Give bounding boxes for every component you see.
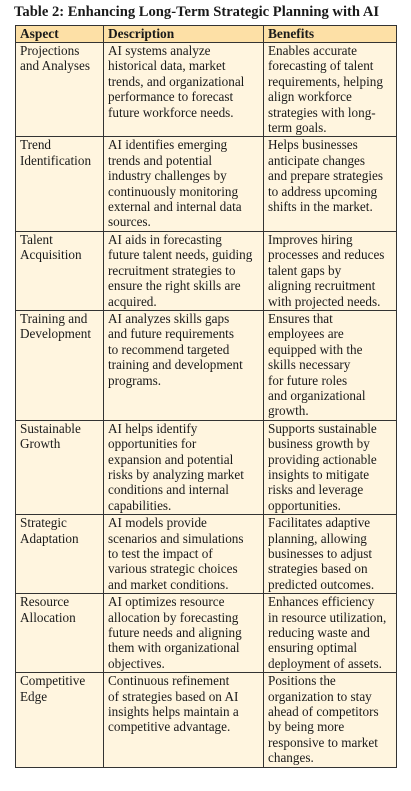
aspect-text: Talent Acquisition xyxy=(20,231,82,263)
benefits-text: Improves hiring processes and reduces talent gaps by aligning recruitment with projected needs. xyxy=(268,231,385,309)
benefits-text: Positions the organization to stay ahead of competitors by being more responsive to market changes. xyxy=(268,673,379,766)
benefits-text: Helps businesses anticipate changes and prepare strategies to address upcoming shifts in the market. xyxy=(268,137,383,215)
aspect-text: Trend Identification xyxy=(20,137,92,168)
description-text: Continuous refinement of strategies based on AI insights helps maintain a competitive advantage. xyxy=(108,673,239,735)
aspect-cell xyxy=(16,594,104,673)
description-text: AI identifies emerging trends and potential industry challenges by continuously monitoring external and internal data sources. xyxy=(108,137,242,230)
table-row xyxy=(16,43,397,137)
benefits-text: Enables accurate forecasting of talent requirements, helping align workforce strategies with long- term goals. xyxy=(268,43,383,136)
description-text: AI helps identify opportunities for expansion and potential risks by analyzing market conditions and internal capabilities. xyxy=(108,420,244,513)
aspect-cell xyxy=(16,137,104,231)
benefits-text: Facilitates adaptive planning, allowing businesses to adjust strategies based on predicted outcomes. xyxy=(268,515,375,592)
benefits-cell xyxy=(264,310,397,420)
aspect-cell xyxy=(16,515,104,594)
table-row xyxy=(16,137,397,231)
aspect-text: Sustainable Growth xyxy=(20,420,81,452)
description-text: AI aids in forecasting future talent needs, guiding recruitment strategies to ensure the right skills are acquired. xyxy=(108,231,253,309)
benefits-text: Enhances efficiency in resource utilization, reducing waste and ensuring optimal deployment of assets. xyxy=(268,594,387,671)
benefits-cell xyxy=(264,515,397,594)
benefits-cell xyxy=(264,420,397,514)
table-row xyxy=(16,310,397,420)
table-row xyxy=(16,594,397,673)
description-cell xyxy=(104,515,264,594)
description-cell xyxy=(104,231,264,310)
benefits-text: Ensures that employees are equipped with the skills necessary for future roles and organizational growth. xyxy=(268,310,366,419)
table-row xyxy=(16,231,397,310)
description-cell xyxy=(104,420,264,514)
description-text: AI systems analyze historical data, market trends, and organizational performance to forecast future workforce needs. xyxy=(108,43,245,120)
table-header-row xyxy=(16,26,397,43)
benefits-cell xyxy=(264,673,397,767)
header-description: Description xyxy=(104,26,264,43)
aspect-cell xyxy=(16,231,104,310)
aspect-cell xyxy=(16,420,104,514)
description-text: AI models provide scenarios and simulations to test the impact of various strategic choices and market conditions. xyxy=(108,515,244,592)
benefits-cell xyxy=(264,594,397,673)
aspect-text: Competitive Edge xyxy=(20,673,86,704)
header-aspect: Aspect xyxy=(16,26,104,43)
aspect-text: Training and Development xyxy=(20,310,92,342)
aspect-text: Resource Allocation xyxy=(20,594,76,625)
header-benefits: Benefits xyxy=(264,26,397,43)
benefits-cell xyxy=(264,43,397,137)
aspect-text: Projections and Analyses xyxy=(20,43,90,74)
description-cell xyxy=(104,43,264,137)
description-cell xyxy=(104,594,264,673)
description-text: AI analyzes skills gaps and future requirements to recommend targeted training and development programs. xyxy=(108,310,243,388)
aspect-cell xyxy=(16,310,104,420)
description-text: AI optimizes resource allocation by forecasting future needs and aligning them with organizational objectives. xyxy=(108,594,242,671)
description-cell xyxy=(104,673,264,767)
table-row xyxy=(16,515,397,594)
table-row xyxy=(16,420,397,514)
table-row xyxy=(16,673,397,767)
table-caption: Table 2: Enhancing Long-Term Strategic Planning with AI xyxy=(14,4,380,20)
aspect-text: Strategic Adaptation xyxy=(20,515,79,546)
benefits-text: Supports sustainable business growth by providing actionable insights to mitigate risks and leverage opportunities. xyxy=(268,420,377,513)
benefits-cell xyxy=(264,137,397,231)
aspect-cell xyxy=(16,673,104,767)
strategic-planning-table xyxy=(15,25,397,768)
aspect-cell xyxy=(16,43,104,137)
description-cell xyxy=(104,137,264,231)
benefits-cell xyxy=(264,231,397,310)
description-cell xyxy=(104,310,264,420)
